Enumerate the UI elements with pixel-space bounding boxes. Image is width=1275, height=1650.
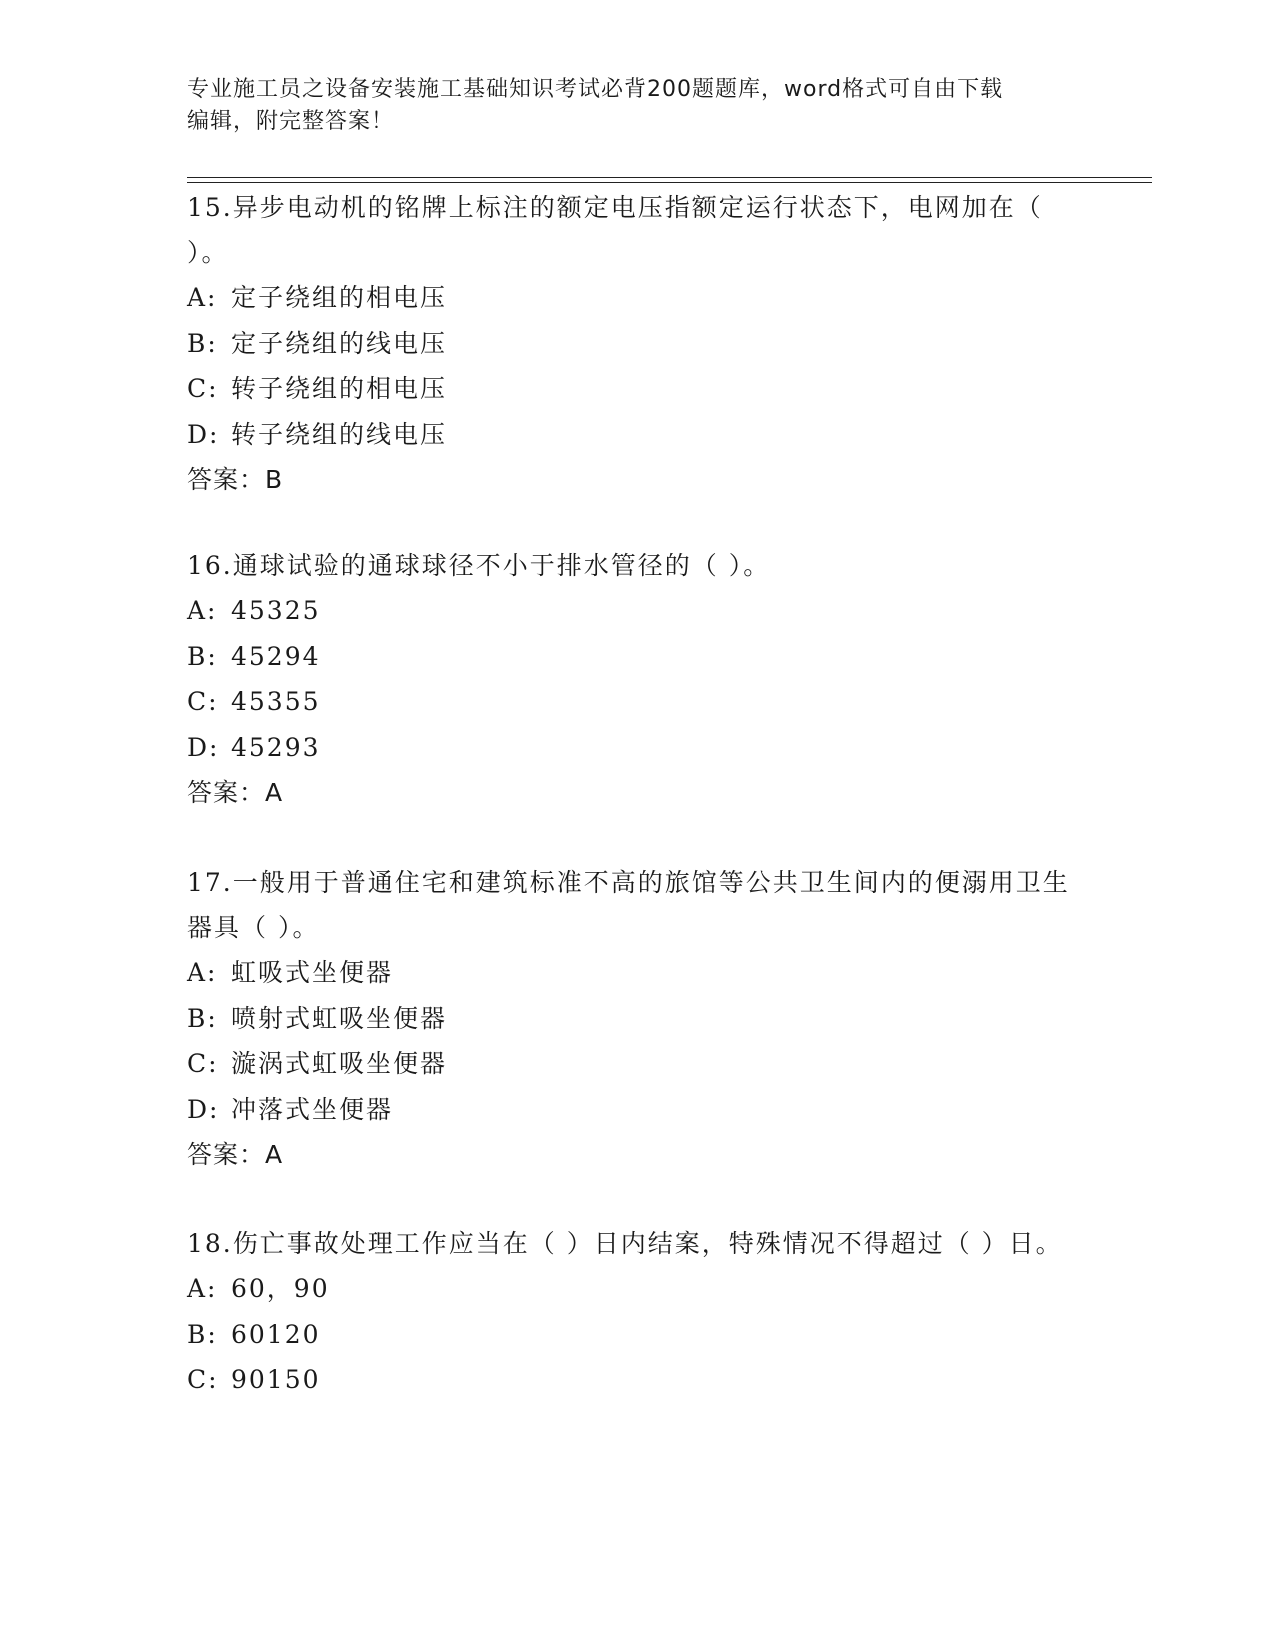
option-text: 45325: [231, 596, 321, 625]
option-text: 45293: [231, 732, 321, 762]
option-key: B:: [187, 1319, 218, 1349]
option-text: 喷射式虹吸坐便器: [231, 1003, 448, 1033]
option-b: [187, 321, 1077, 367]
option-c: [187, 679, 1077, 725]
question-17: [187, 860, 1077, 1177]
option-text: 45294: [231, 641, 321, 671]
option-d: [187, 1087, 1077, 1133]
option-text: 转子绕组的线电压: [231, 419, 448, 449]
option-b: [187, 996, 1077, 1042]
option-b: [187, 634, 1077, 680]
option-c: [187, 1041, 1077, 1087]
option-key: D:: [187, 732, 220, 762]
header-divider-bottom: [187, 182, 1152, 183]
option-text: 45355: [231, 687, 321, 716]
option-key: B:: [187, 1003, 218, 1033]
option-text: 冲落式坐便器: [231, 1094, 394, 1124]
question-stem: 18.伤亡事故处理工作应当在（ ）日内结案，特殊情况不得超过（ ）日。: [187, 1229, 1063, 1258]
option-key: C:: [187, 1365, 219, 1394]
option-key: A:: [187, 958, 218, 987]
question-15: [187, 185, 1077, 502]
option-key: A:: [187, 283, 218, 312]
option-key: C:: [187, 687, 219, 716]
option-c: [187, 366, 1077, 412]
option-text: 漩涡式虹吸坐便器: [231, 1049, 448, 1078]
option-key: C:: [187, 374, 219, 403]
answer: 答案：A: [187, 1140, 284, 1169]
option-a: [187, 950, 1077, 996]
option-a: [187, 1266, 1077, 1312]
option-text: 虹吸式坐便器: [231, 958, 394, 987]
option-text: 60120: [231, 1319, 321, 1349]
header-line-2: 编辑，附完整答案！: [187, 109, 395, 134]
question-18: [187, 1221, 1077, 1403]
option-key: B:: [187, 641, 218, 671]
option-key: D:: [187, 419, 220, 449]
option-d: [187, 725, 1077, 771]
document-header: [187, 74, 1067, 138]
option-d: [187, 412, 1077, 458]
answer: 答案：B: [187, 465, 284, 494]
header-line-1: 专业施工员之设备安装施工基础知识考试必背200题题库，word格式可自由下载: [187, 77, 1004, 102]
question-16: [187, 543, 1077, 815]
option-text: 转子绕组的相电压: [231, 374, 448, 403]
answer: 答案：A: [187, 778, 284, 807]
option-a: [187, 588, 1077, 634]
option-text: 定子绕组的线电压: [231, 328, 448, 358]
question-stem: 17.一般用于普通住宅和建筑标准不高的旅馆等公共卫生间内的便溺用卫生器具（ ）。: [187, 868, 1070, 942]
option-key: B:: [187, 328, 218, 358]
question-stem: 16.通球试验的通球球径不小于排水管径的（ ）。: [187, 551, 771, 580]
option-a: [187, 275, 1077, 321]
option-key: A:: [187, 596, 218, 625]
question-stem: 15.异步电动机的铭牌上标注的额定电压指额定运行状态下，电网加在（ ）。: [187, 193, 1043, 267]
header-divider-top: [187, 177, 1152, 178]
option-key: A:: [187, 1274, 218, 1303]
option-c: [187, 1357, 1077, 1403]
option-text: 60，90: [231, 1274, 330, 1303]
option-b: [187, 1312, 1077, 1358]
option-text: 定子绕组的相电压: [231, 283, 448, 312]
option-key: C:: [187, 1049, 219, 1078]
option-text: 90150: [231, 1365, 321, 1394]
option-key: D:: [187, 1094, 220, 1124]
